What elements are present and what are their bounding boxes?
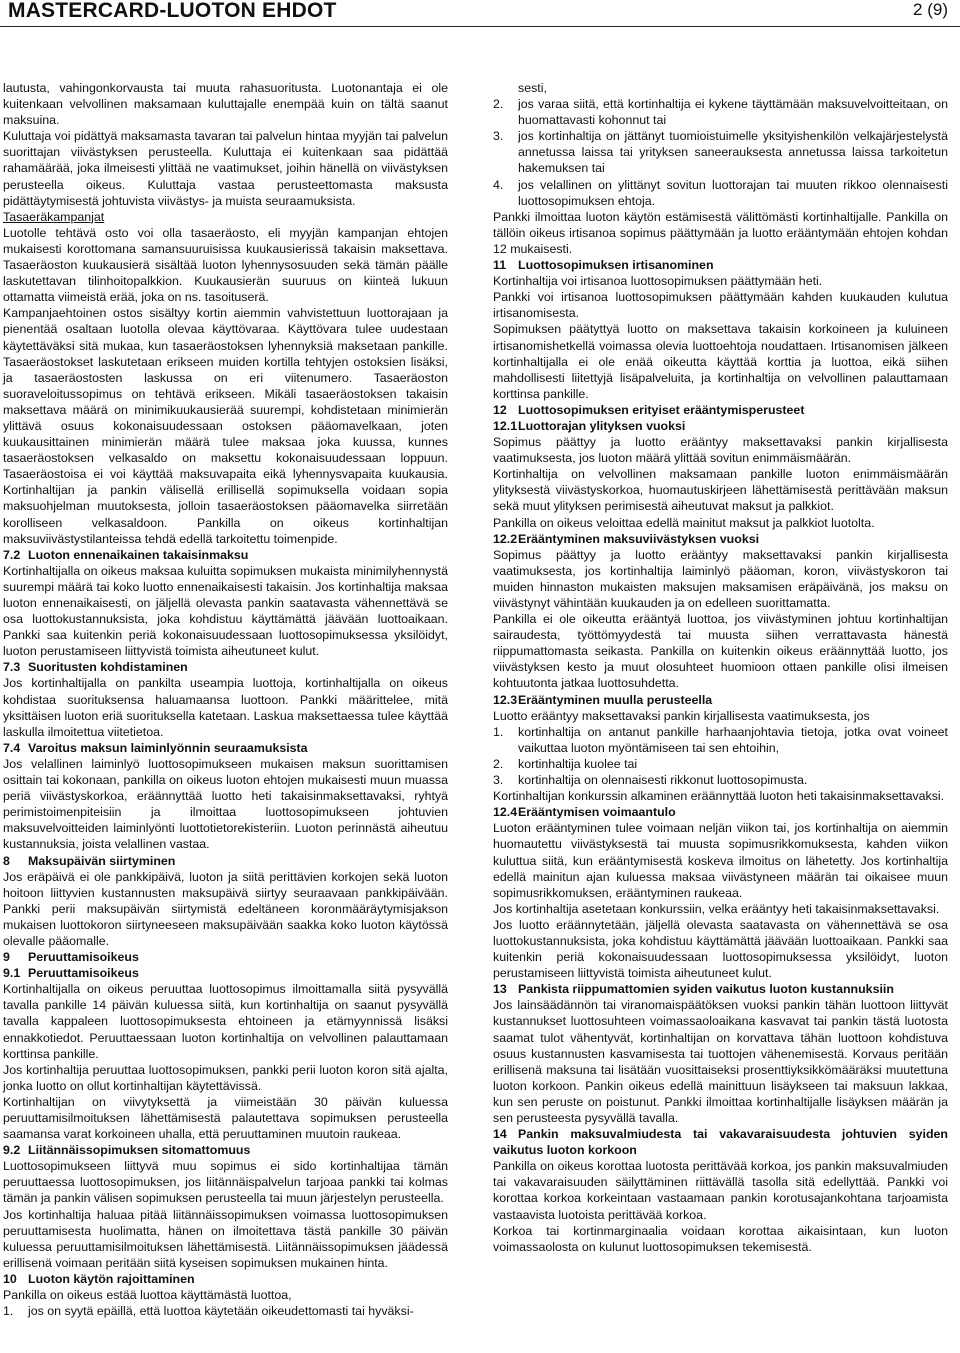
paragraph: Kortinhaltija on velvollinen maksamaan pankille luoton enimmäismäärän ylityksestä viivästyskorkoa, huomautuskirjeen lähettämisestä perittävään maksun sekä muut ylityksen perimisestä aiheutuvat maksut ja palkkiot.	[493, 467, 948, 514]
list-item-number: 2.	[493, 97, 504, 112]
document-title: MASTERCARD-LUOTON EHDOT	[8, 0, 337, 22]
paragraph: Jos luotto eräännytetään, jäljellä olevasta saatavasta on vähennettävä se osa luottokustannuksista, joka kohdistuu käyttämättä jäävään luottoaikaan. Pankki saa kuitenkin periä kokonaisuudessaan luottosopimuksessa yksilöidyt, luoton perustamiseen liittyvistä toimista aiheutuneet kulut.	[493, 917, 948, 981]
paragraph: Luottosopimukseen liittyvä muu sopimus ei sido kortinhaltijaa tämän peruuttaessa luottosopimuksen, jos liitännäispalvelun tarjoaa pankki tai kolmas tämän ja pankin välisen sopimuksen perusteella tai muun järjestelyn perusteella.	[3, 1159, 448, 1206]
paragraph: Luotto erääntyy maksettavaksi pankin kirjallisesta vaatimuksesta, jos	[493, 708, 870, 723]
paragraph: Kortinhaltijalla on oikeus maksaa kuluitta sopimuksen mukaista minimilyhennystä suurempi määrä tai koko luotto ennenaikaisesti takaisin. Jos kortinhaltija maksaa luoton ennenaikaisesti, on jäljellä olevasta pankin saatavasta vähennettävä se osa luottokustannuksista, joka kohdistuu käyttämättä jäävään luottoaikaan. Pankki saa kuitenkin periä kokonaisuudessaan luottosopimuksessa yksilöidyt, luoton perustamiseen liittyvistä toimista aiheutuneet kulut.	[3, 563, 448, 659]
paragraph: Jos kortinhaltija asetetaan konkurssiin, velka erääntyy heti takaisinmaksettavaksi.	[493, 901, 940, 916]
paragraph: Luoton erääntyminen tulee voimaan neljän viikon tai, jos kortinhaltija on aiemmin huomautettu viivästyksestä tai muusta sopimusrikkomuksesta, kahden viikon kuluttua siitä, kun erääntymisestä koskeva ilmoitus on lähetetty. Jos kortinhaltija edellä mainitun ajan kuluessa maksaa viivästyneen määrän tai oikaisee muun sopimusrikkomuksen, erääntyminen raukeaa.	[493, 821, 948, 900]
page-number: 2 (9)	[913, 0, 948, 19]
paragraph: Pankilla on oikeus korottaa luotosta perittävää korkoa, jos pankin maksuvalmiuden tai vakavaraisuuden säilyttäminen riittävällä tasolla sitä edellyttää. Pankki voi korottaa korkoa korkeintaan vastaamaan pankin korotusajankohtana tarjoamista vastaavista luotoista perittävää korkoa.	[493, 1159, 948, 1222]
section-title: Luottosopimuksen irtisanominen	[518, 258, 714, 273]
paragraph: Luotolle tehtävä osto voi olla tasaeräosto, eli myyjän kampanjan ehtojen mukaisesti korottomana samansuuruisissa kuukausierissä takaisin maksettava. Tasaeräoston kuukausierä sisältää luoton lyhennysosuuden sekä tämän päälle laskutettavan tilinhoitopalkkion. Kuukausierän suuruus on kiinteä lukuun ottamatta viimeistä erää, joka on ns. tasoituserä.	[3, 225, 448, 305]
page-header	[0, 0, 960, 26]
list-item	[3, 1303, 448, 1319]
list-item-text: kortinhaltija kuolee tai	[518, 756, 638, 771]
subheading: Tasaeräkampanjat	[3, 209, 105, 224]
section-title: Erääntymisen voimaantulo	[518, 805, 676, 820]
section-title: Pankista riippumattomien syiden vaikutus luoton kustannuksiin	[518, 982, 894, 997]
section-heading	[493, 981, 948, 997]
section-title: Maksupäivän siirtyminen	[28, 853, 176, 868]
paragraph: Jos kortinhaltija peruuttaa luottosopimuksen, pankki perii luoton koron sitä ajalta, jonka luotto on ollut kortinhaltijan käytettävissä.	[3, 1062, 448, 1093]
list-item-text: kortinhaltija on olennaisesti rikkonut luottosopimusta.	[518, 773, 808, 788]
paragraph: Jos lainsäädännön tai viranomaispäätöksen vuoksi pankin tähän luottoon liittyvät kustannukset luottosuhteen voimassaoloaikana kasvavat tai pankin tästä luotosta saamat tulot vähentyvät, kortinhaltijan on korvattava tähän luottoon kohdistuva osuus kustannusten kasvamisesta tai tuottojen vähenemisestä. Korvaus peritään erillisenä maksuna tai lisätään vuosittaiseksi prosenttiyksikkömääräksi muutettuna luoton korkoon. Pankin oikeus edellä mainittuun lisäykseen tai maksuun lakkaa, kun sen peruste on poistunut. Pankki ilmoittaa kortinhaltijalle lisäyksen määrän ja sen perusteesta pysyvällä tavalla.	[493, 998, 948, 1125]
list-item	[493, 724, 948, 756]
paragraph: Pankki ilmoittaa luoton käytön estämisestä välittömästi kortinhaltijalle. Pankilla on tällöin oikeus irtisanoa sopimus päättymään ja luotto erääntymään ehtojen kohdan 12 mukaisesti.	[493, 209, 948, 256]
section-title: Luoton käytön rajoittaminen	[28, 1271, 195, 1286]
paragraph: Kortinhaltijalla on oikeus peruuttaa luottosopimus ilmoittamalla siitä pysyvällä tavalla pankille 14 päivän kuluessa siitä, kun kortinhaltija on saanut pysyvällä tavalla kappaleen luottosopimuksesta ehtoineen ja etämyynnissä lisäksi ennakkotiedot. Peruuttaessaan luoton kortinhaltija on velvollinen palauttamaan korttinsa pankille.	[3, 982, 448, 1061]
section-title: Varoitus maksun laiminlyönnin seuraamuksista	[28, 740, 308, 755]
paragraph: Kuluttaja voi pidättyä maksamasta tavaran tai palvelun hintaa myyjän tai palvelun suorittajan viivästyksen perusteella. Kuluttaja ei kuitenkaan saa pidättää rahamäärää, joka ilmeisesti ylittää ne vaatimukset, joihin hänellä on viivästyksen perusteella oikeus. Kuluttaja vastaa perusteettomasta maksusta pidättäytymisestä johtuvista viivästys- ja muista seuraamuksista.	[3, 129, 448, 208]
section-heading	[493, 402, 948, 418]
section-number: 12.4	[493, 805, 518, 820]
section-title: Luottorajan ylityksen vuoksi	[518, 418, 686, 433]
list-item	[493, 772, 948, 788]
paragraph: Sopimuksen päätyttyä luotto on maksettava takaisin korkoineen ja kuluineen irtisanomishetkellä voimassa olevia luottoehtoja noudattaen. Irtisanomisen jälkeen kortinhaltijalla ei ole enää oikeutta käyttää korttia ja luottoa, eikä siihen mahdollisesti liitettyjä lisäpalveluita, ja kortinhaltija on velvollinen palauttamaan korttinsa pankille.	[493, 322, 948, 401]
section-number: 9	[3, 950, 10, 965]
list-item-text: jos kortinhaltija on jättänyt tuomioistuimelle yksityishenkilön velkajärjestelystä annetussa laissa tai yrityksen saneerauksesta annetussa laissa tarkoitetun hakemuksen tai	[518, 129, 948, 176]
paragraph: Jos kortinhaltijalla on pankilta useampia luottoja, kortinhaltijalla on oikeus kohdistaa suorituksensa haluamaansa luottoon. Pankki määrittelee, mitä yksittäisen luoton eriä suorituksella katetaan. Laskua maksettaessa tulee käyttää laskulla ilmoitettua viitetietoa.	[3, 676, 448, 739]
section-number: 12.1	[493, 418, 518, 433]
section-heading	[493, 1126, 948, 1158]
paragraph: Kampanjaehtoinen ostos sisältyy kortin aiemmin vahvistettuun luottorajaan ja pienentää osaltaan luotolla olevaa käyttövaraa. Käyttövara tulee uudestaan käytettäväksi sitä mukaa, kun tasaeräostoksen lyhennyksiä maksetaan pankille. Tasaeräostokset laskutetaan erikseen muiden kortilla tehtyjen ostoksien lisäksi, ja tasaeräostosten laskussa on eri viitenumero. Tasaeräoston suoraveloitussopimus on tehtävä erikseen. Mikäli tasaeräostoksen takaisin maksettava määrä on minimikuukausierää suurempi, kohdistetaan minimierän ylittävä osuus kokonaisuudessaan ostoksen pääomavelkaan, joten kuukausittainen minimierän määrä tulee maksaa joka kuussa, kunnes tasaeräostoksen velkasaldo on maksettu kokonaisuudessaan loppuun. Tasaeräostoisa ei voi käyttää maksuvapaita eikä lyhennysvapaita kuukausia. Kortinhaltijan ja pankin välisellä erillisellä sopimuksella voidaan sopia maksuohjelman muutoksesta, jolloin tasaeräostoksen pääomavelka siirretään korolliseen velkasaldoon. Pankilla on oikeus kortinhaltijan maksuviivästystilanteissa tehdä edellä tarkoitettu toimenpide.	[3, 306, 448, 546]
list-item	[493, 177, 948, 209]
section-number: 7.2	[3, 547, 21, 562]
section-title: Liitännäissopimuksen sitomattomuus	[28, 1143, 251, 1158]
list-item-text: jos velallinen on ylittänyt sovitun luottorajan tai muuten rikkoo olennaisesti luottosopimuksen ehtoja.	[518, 177, 948, 208]
paragraph: Jos velallinen laiminlyö luottosopimukseen mukaisen maksun suorittamisen osittain tai kokonaan, pankilla on oikeus luoton ehtojen mukaisesti muun muassa periä viivästyskorkoa, eräännyttää luotto heti takaisinmaksettavaksi, ryhtyä perimistoimenpiteisiin ja ilmoittaa luottosopimukseen johtuvien maksuvelvoitteiden laiminlyönti luottotietorekisteriin. Luoton perinnästä aiheutuu kustannuksia, joista velallinen vastaa.	[3, 756, 448, 852]
section-heading	[3, 659, 448, 675]
list-item-number: 3.	[493, 129, 504, 144]
paragraph: Kortinhaltija voi irtisanoa luottosopimuksen päättymään heti.	[493, 274, 823, 289]
section-number: 7.3	[3, 660, 21, 675]
section-number: 8	[3, 853, 10, 868]
paragraph: Sopimus päättyy ja luotto erääntyy maksettavaksi pankin kirjallisesta vaatimuksesta, jos luoton määrä ylittää sovitun enimmäismäärän.	[493, 435, 948, 466]
paragraph: Kortinhaltijan konkurssin alkaminen eräännyttää luoton heti takaisinmaksettavaksi.	[493, 789, 945, 804]
paragraph: Pankki voi irtisanoa luottosopimuksen päättymään kahden kuukauden kulutua irtisanomisesta.	[493, 290, 948, 321]
section-number: 9.1	[3, 966, 21, 981]
section-number: 7.4	[3, 740, 21, 755]
paragraph: Jos eräpäivä ei ole pankkipäivä, luoton ja siitä perittävien korkojen sekä luoton hoitoon liittyvien kustannusten maksupäivä siirtyy seuraavaan pankkipäivään. Pankki perii maksupäivän siirtymistä edeltäneen koronmääräytymisjakson mukaisen luottokoron siirtyneeseen maksupäivään saakka koko luoton käytössä olevalle pääomalle.	[3, 869, 448, 948]
section-number: 12.2	[493, 531, 518, 546]
paragraph: Sopimus päättyy ja luotto erääntyy maksettavaksi pankin kirjallisesta vaatimuksesta, jos kortinhaltija laiminlyö pääoman, koron, viivästyskoron tai muiden hinnaston mukaisten maksujen maksamisen eräpäivänä, jos maksu on viivästynyt vähintään kuukauden ja on edelleen suorittamatta.	[493, 547, 948, 610]
header-rule	[0, 26, 960, 27]
section-heading	[3, 949, 448, 965]
list-item-number: 3.	[493, 773, 504, 788]
section-title: Luottosopimuksen erityiset erääntymisperusteet	[518, 402, 805, 417]
section-number: 12	[493, 402, 507, 417]
paragraph: Pankilla on oikeus estää luottoa käyttämästä luottoa,	[3, 1288, 292, 1303]
section-number: 9.2	[3, 1143, 21, 1158]
paragraph: Pankilla on oikeus veloittaa edellä mainitut maksut ja palkkiot luotolta.	[493, 515, 875, 530]
section-heading	[3, 740, 448, 756]
paragraph: Kortinhaltijan on viivytyksettä ja viimeistään 30 päivän kuluessa peruuttamisilmoituksen lähettämisestä palautettava sopimuksen perusteella saamansa varat korkoineen uhalla, että peruuttaminen muutoin raukeaa.	[3, 1094, 448, 1142]
list-item-number: 1.	[493, 724, 504, 739]
section-title: Suoritusten kohdistaminen	[28, 660, 188, 675]
section-heading	[3, 853, 448, 869]
paragraph: Pankilla ei ole oikeutta erääntyä luottoa, jos viivästyminen johtuu kortinhaltijan sairaudesta, työttömyydestä tai muusta siihen verrattavasta hänestä riippumattomasta seikasta. Pankilla on kuitenkin oikeus eräännyttää luotto, jos viivästyksen kesto ja muut olosuhteet huomioon ottaen pankille olisi ilmeisen kohtuutonta jatkaa luottosuhdetta.	[493, 612, 948, 691]
paragraph: lautusta, vahingonkorvausta tai muuta rahasuoritusta. Luotonantaja ei ole kuitenkaan velvollinen maksamaan kuluttajalle enempää kuin on tältä saanut maksuina.	[3, 81, 448, 128]
section-heading	[3, 1271, 448, 1287]
list-item-number: 1.	[3, 1304, 14, 1319]
section-heading	[493, 257, 948, 273]
section-heading	[3, 547, 448, 563]
section-number: 10	[3, 1271, 17, 1286]
section-number: 14	[493, 1127, 507, 1142]
left-column	[3, 80, 448, 1319]
section-heading	[3, 1142, 448, 1158]
list-item	[493, 756, 948, 772]
section-heading	[493, 692, 948, 708]
section-title: Erääntyminen muulla perusteella	[518, 692, 713, 707]
list-item-number: 4.	[493, 177, 504, 192]
list-item-text: sesti,	[518, 81, 547, 95]
section-number: 13	[493, 982, 507, 997]
paragraph: Jos kortinhaltija haluaa pitää liitännäissopimuksen voimassa luottosopimuksen peruuttamisesta huolimatta, hänen on ilmoitettava tästä pankille 30 päivän kuluessa peruuttamisilmoituksen lähettämisestä. Liitännäissopimuksen jäädessä erillisenä voimaan peritään siitä kyseisen sopimuksen mukainen hinta.	[3, 1207, 448, 1270]
section-heading	[3, 965, 448, 981]
section-number: 11	[493, 258, 507, 273]
section-number: 12.3	[493, 692, 518, 707]
paragraph: Korkoa tai kortinmarginaalia voidaan korottaa aikaisintaan, kun luoton voimassaolosta on kulunut luottosopimuksen tekemisestä.	[493, 1223, 948, 1254]
section-title: Erääntyminen maksuviivästyksen vuoksi	[518, 531, 760, 546]
list-item	[493, 96, 948, 128]
section-heading	[493, 804, 948, 820]
right-column	[493, 80, 948, 1255]
section-title: Pankin maksuvalmiudesta tai vakavaraisuudesta johtuvien syiden vaikutus luoton korkoon	[493, 1127, 948, 1158]
list-item-text: jos varaa siitä, että kortinhaltija ei kykene täyttämään maksuvelvoitteitaan, on huomattavasti kohonnut tai	[518, 97, 948, 128]
list-item-number: 2.	[493, 756, 504, 771]
section-title: Peruuttamisoikeus	[28, 950, 139, 965]
list-item-text: kortinhaltija on antanut pankille harhaanjohtavia tietoja, jotka ovat voineet vaikuttaa luoton myöntämiseen tai sen ehtoihin,	[518, 724, 948, 755]
list-item	[493, 80, 948, 96]
list-item	[493, 128, 948, 176]
section-title: Peruuttamisoikeus	[28, 966, 139, 981]
section-title: Luoton ennenaikainen takaisinmaksu	[28, 547, 249, 562]
section-heading	[493, 418, 948, 434]
list-item-text: jos on syytä epäillä, että luottoa käytetään oikeudettomasti tai hyväksi-	[28, 1304, 414, 1319]
section-heading	[493, 531, 948, 547]
